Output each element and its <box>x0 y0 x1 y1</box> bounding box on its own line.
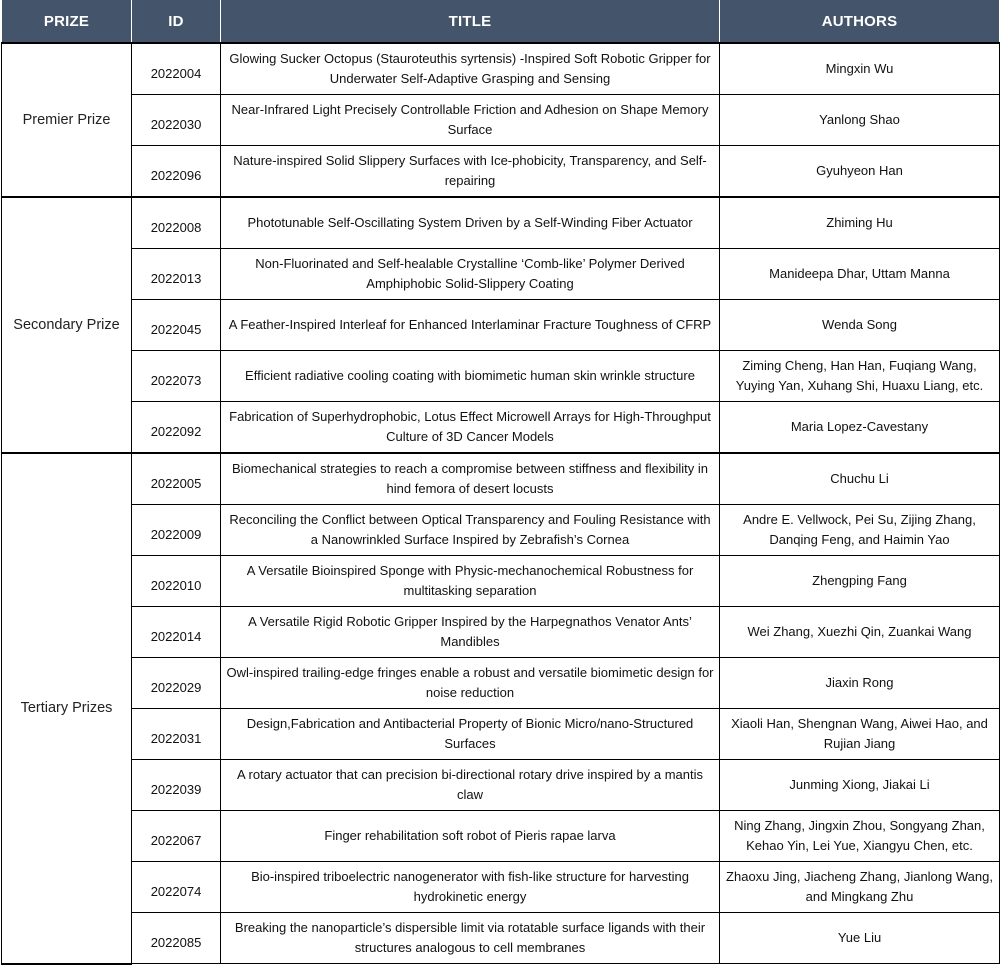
entry-title-cell: A Feather-Inspired Interleaf for Enhanced Interlaminar Fracture Toughness of CFRP <box>221 300 720 351</box>
entry-title-cell: Efficient radiative cooling coating with biomimetic human skin wrinkle structure <box>221 351 720 402</box>
entry-title-cell: A Versatile Rigid Robotic Gripper Inspired by the Harpegnathos Venator Ants’ Mandibles <box>221 607 720 658</box>
entry-id-cell: 2022045 <box>132 300 221 351</box>
entry-title-cell: Owl-inspired trailing-edge fringes enable a robust and versatile biomimetic design for noise reduction <box>221 658 720 709</box>
table-row <box>2 607 1000 658</box>
entry-id-cell: 2022092 <box>132 402 221 454</box>
table-row <box>2 351 1000 402</box>
header-id: ID <box>132 0 221 43</box>
entry-id-cell: 2022014 <box>132 607 221 658</box>
table-row <box>2 658 1000 709</box>
entry-id-cell: 2022004 <box>132 43 221 95</box>
entry-title-cell: Glowing Sucker Octopus (Stauroteuthis syrtensis) -Inspired Soft Robotic Gripper for Underwater Self-Adaptive Grasping and Sensing <box>221 43 720 95</box>
entry-authors-cell: Yue Liu <box>720 913 1000 964</box>
prize-table <box>1 0 1000 965</box>
entry-title-cell: Biomechanical strategies to reach a compromise between stiffness and flexibility in hind femora of desert locusts <box>221 453 720 505</box>
entry-id-cell: 2022085 <box>132 913 221 964</box>
entry-title-cell: A rotary actuator that can precision bi-directional rotary drive inspired by a mantis claw <box>221 760 720 811</box>
table-row <box>2 811 1000 862</box>
entry-authors-cell: Wei Zhang, Xuezhi Qin, Zuankai Wang <box>720 607 1000 658</box>
entry-id-cell: 2022030 <box>132 95 221 146</box>
entry-authors-cell: Manideepa Dhar, Uttam Manna <box>720 249 1000 300</box>
entry-id-cell: 2022073 <box>132 351 221 402</box>
entry-authors-cell: Mingxin Wu <box>720 43 1000 95</box>
entry-title-cell: Reconciling the Conflict between Optical Transparency and Fouling Resistance with a Nanowrinkled Surface Inspired by Zebrafish’s Cornea <box>221 505 720 556</box>
table-row <box>2 505 1000 556</box>
table-row <box>2 300 1000 351</box>
entry-authors-cell: Maria Lopez-Cavestany <box>720 402 1000 454</box>
entry-title-cell: Design,Fabrication and Antibacterial Property of Bionic Micro/nano-Structured Surfaces <box>221 709 720 760</box>
entry-authors-cell: Chuchu Li <box>720 453 1000 505</box>
entry-authors-cell: Yanlong Shao <box>720 95 1000 146</box>
table-row <box>2 249 1000 300</box>
entry-authors-cell: Junming Xiong, Jiakai Li <box>720 760 1000 811</box>
entry-id-cell: 2022031 <box>132 709 221 760</box>
header-row <box>2 0 1000 43</box>
entry-authors-cell: Ning Zhang, Jingxin Zhou, Songyang Zhan, Kehao Yin, Lei Yue, Xiangyu Chen, etc. <box>720 811 1000 862</box>
entry-authors-cell: Gyuhyeon Han <box>720 146 1000 198</box>
entry-id-cell: 2022039 <box>132 760 221 811</box>
entry-title-cell: Nature-inspired Solid Slippery Surfaces with Ice-phobicity, Transparency, and Self-repairing <box>221 146 720 198</box>
prize-category-cell: Secondary Prize <box>2 197 132 453</box>
table-row <box>2 95 1000 146</box>
table-body <box>2 43 1000 964</box>
entry-title-cell: Phototunable Self-Oscillating System Driven by a Self-Winding Fiber Actuator <box>221 197 720 249</box>
entry-title-cell: Non-Fluorinated and Self-healable Crystalline ‘Comb-like’ Polymer Derived Amphiphobic Solid-Slippery Coating <box>221 249 720 300</box>
entry-authors-cell: Ziming Cheng, Han Han, Fuqiang Wang, Yuying Yan, Xuhang Shi, Huaxu Liang, etc. <box>720 351 1000 402</box>
header-authors: AUTHORS <box>720 0 1000 43</box>
table-row <box>2 556 1000 607</box>
entry-title-cell: Near-Infrared Light Precisely Controllable Friction and Adhesion on Shape Memory Surface <box>221 95 720 146</box>
entry-authors-cell: Andre E. Vellwock, Pei Su, Zijing Zhang, Danqing Feng, and Haimin Yao <box>720 505 1000 556</box>
entry-authors-cell: Zhiming Hu <box>720 197 1000 249</box>
entry-id-cell: 2022074 <box>132 862 221 913</box>
table-row <box>2 197 1000 249</box>
table-row <box>2 760 1000 811</box>
entry-authors-cell: Jiaxin Rong <box>720 658 1000 709</box>
entry-id-cell: 2022010 <box>132 556 221 607</box>
entry-id-cell: 2022013 <box>132 249 221 300</box>
entry-title-cell: Fabrication of Superhydrophobic, Lotus Effect Microwell Arrays for High-Throughput Culture of 3D Cancer Models <box>221 402 720 454</box>
entry-id-cell: 2022096 <box>132 146 221 198</box>
table-row <box>2 43 1000 95</box>
entry-authors-cell: Zhaoxu Jing, Jiacheng Zhang, Jianlong Wang, and Mingkang Zhu <box>720 862 1000 913</box>
entry-title-cell: Finger rehabilitation soft robot of Pieris rapae larva <box>221 811 720 862</box>
table-row <box>2 146 1000 198</box>
entry-authors-cell: Wenda Song <box>720 300 1000 351</box>
table-row <box>2 862 1000 913</box>
header-prize: PRIZE <box>2 0 132 43</box>
entry-id-cell: 2022005 <box>132 453 221 505</box>
entry-authors-cell: Xiaoli Han, Shengnan Wang, Aiwei Hao, and Rujian Jiang <box>720 709 1000 760</box>
prize-category-cell: Premier Prize <box>2 43 132 197</box>
entry-title-cell: Bio-inspired triboelectric nanogenerator with fish-like structure for harvesting hydrokinetic energy <box>221 862 720 913</box>
prize-category-cell: Tertiary Prizes <box>2 453 132 964</box>
entry-title-cell: A Versatile Bioinspired Sponge with Physic-mechanochemical Robustness for multitasking separation <box>221 556 720 607</box>
table-row <box>2 402 1000 454</box>
entry-id-cell: 2022067 <box>132 811 221 862</box>
table-row <box>2 453 1000 505</box>
entry-id-cell: 2022029 <box>132 658 221 709</box>
entry-title-cell: Breaking the nanoparticle’s dispersible limit via rotatable surface ligands with their structures analogous to cell membranes <box>221 913 720 964</box>
header-title: TITLE <box>221 0 720 43</box>
table-row <box>2 709 1000 760</box>
entry-id-cell: 2022009 <box>132 505 221 556</box>
table-row <box>2 913 1000 964</box>
entry-id-cell: 2022008 <box>132 197 221 249</box>
entry-authors-cell: Zhengping Fang <box>720 556 1000 607</box>
